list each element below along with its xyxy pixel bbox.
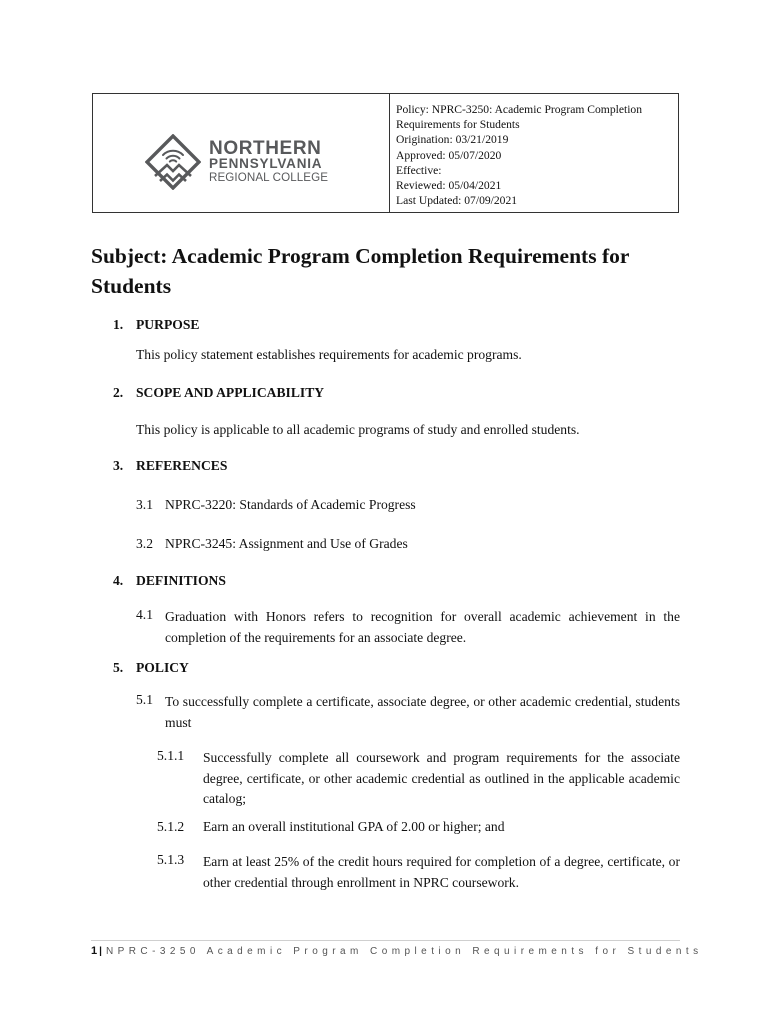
effective-date: Effective: [396, 163, 442, 177]
policy-subitem-number-3: 5.1.3 [157, 852, 185, 867]
policy-subitem-number-1: 5.1.1 [157, 748, 185, 763]
scope-body: This policy is applicable to all academic programs of study and enrolled students. [136, 422, 580, 437]
section-number-scope: 2. [113, 385, 124, 400]
policy-header-table [92, 93, 679, 213]
reference-text-1: NPRC-3220: Standards of Academic Progress [165, 497, 416, 512]
reference-number-2: 3.2 [136, 536, 153, 551]
logo-line-northern: NORTHERN [209, 138, 322, 159]
section-heading-definitions: DEFINITIONS [136, 573, 226, 588]
policy-item-text: To successfully complete a certificate, associate degree, or other academic credential, students must [165, 694, 680, 730]
section-number-references: 3. [113, 458, 124, 473]
policy-subitem-text-1: Successfully complete all coursework and program requirements for the associate degree, certificate, or other academic credential as outlined in the applicable academic catalog; [203, 750, 680, 806]
college-wordmark [209, 140, 328, 184]
footer-document-title: NPRC-3250 Academic Program Completion Requirements for Students [105, 946, 703, 957]
page-footer [91, 945, 703, 957]
section-heading-scope: SCOPE AND APPLICABILITY [136, 385, 325, 400]
policy-item-number: 5.1 [136, 692, 153, 707]
logo-cell [93, 94, 390, 212]
footer-separator: | [99, 946, 102, 957]
section-number-purpose: 1. [113, 317, 124, 332]
reviewed-date: Reviewed: 05/04/2021 [396, 179, 502, 193]
college-emblem-icon [145, 134, 201, 190]
policy-info-cell [390, 94, 678, 212]
logo-line-regional-college: REGIONAL COLLEGE [209, 171, 329, 184]
policy-line-1: Policy: NPRC-3250: Academic Program Completion [396, 103, 643, 116]
policy-subitem-number-2: 5.1.2 [157, 819, 185, 834]
definition-text-1: Graduation with Honors refers to recognition for overall academic achievement in the completion of the requirements for an associate degree. [165, 609, 680, 645]
college-logo [145, 134, 328, 190]
section-heading-policy: POLICY [136, 660, 189, 675]
section-heading-purpose: PURPOSE [136, 317, 200, 332]
policy-subitem-text-3: Earn at least 25% of the credit hours required for completion of a degree, certificate, or other credential through enrollment in NPRC coursework. [203, 854, 680, 890]
policy-subitem-text-2: Earn an overall institutional GPA of 2.00 or higher; and [203, 819, 505, 834]
approved-date: Approved: 05/07/2020 [396, 148, 502, 162]
reference-number-1: 3.1 [136, 497, 153, 512]
origination-date: Origination: 03/21/2019 [396, 133, 509, 147]
section-number-definitions: 4. [113, 573, 124, 588]
logo-line-pennsylvania: PENNSYLVANIA [209, 156, 323, 171]
page-number: 1 [91, 945, 98, 957]
footer-divider [91, 940, 680, 941]
policy-line-2: Requirements for Students [396, 118, 520, 132]
reference-text-2: NPRC-3245: Assignment and Use of Grades [165, 536, 408, 551]
definition-number-1: 4.1 [136, 607, 153, 622]
section-number-policy: 5. [113, 660, 124, 675]
section-heading-references: REFERENCES [136, 458, 228, 473]
purpose-body: This policy statement establishes requirements for academic programs. [136, 347, 522, 362]
page-title: Subject: Academic Program Completion Requirements for Students [91, 244, 630, 298]
last-updated-date: Last Updated: 07/09/2021 [396, 194, 518, 208]
